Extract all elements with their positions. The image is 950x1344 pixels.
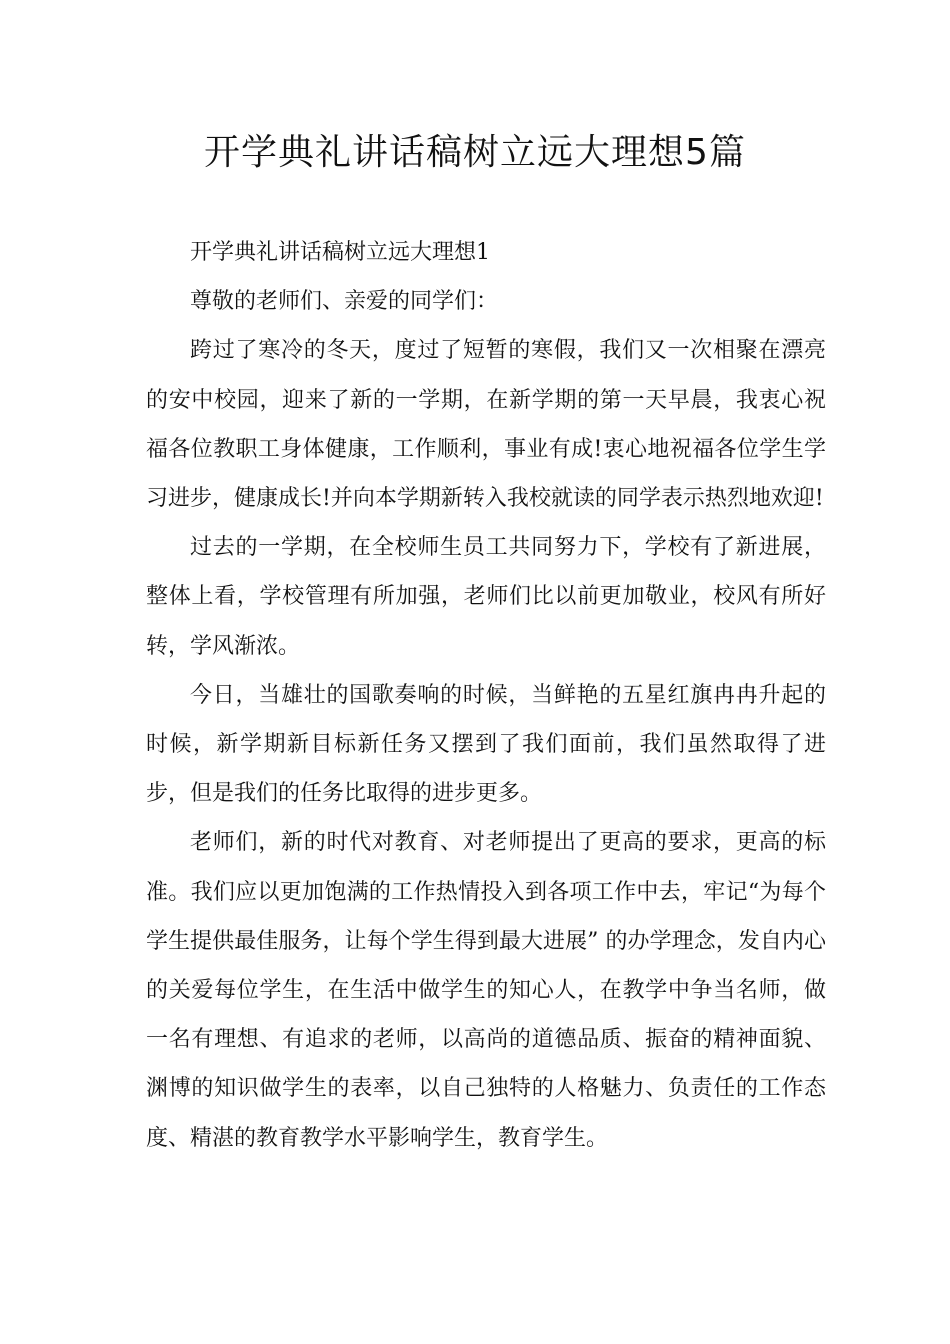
salutation: 尊敬的老师们、亲爱的同学们： <box>190 289 499 315</box>
document-title: 开学典礼讲话稿树立远大理想5篇 <box>204 132 746 173</box>
section-heading: 开学典礼讲话稿树立远大理想1 <box>190 240 490 265</box>
paragraph: 今日，当雄壮的国歌奏响的时候，当鲜艳的五星红旗冉冉升起的时候，新学期新目标新任务又摆到了我们面前，我们虽然取得了进步，但是我们的任务比取得的进步更多。 <box>146 682 826 807</box>
paragraph: 过去的一学期，在全校师生员工共同努力下，学校有了新进展，整体上看，学校管理有所加强，老师们比以前更加敬业，校风有所好转，学风渐浓。 <box>146 535 826 659</box>
paragraph: 跨过了寒冷的冬天，度过了短暂的寒假，我们又一次相聚在漂亮的安中校园，迎来了新的一学期，在新学期的第一天早晨，我衷心祝福各位教职工身体健康，工作顺利，事业有成!衷心地祝福各位学生学习进步，健康成长!并向本学期新转入我校就读的同学表示热烈地欢迎! <box>146 338 826 512</box>
paragraph: 老师们，新的时代对教育、对老师提出了更高的要求，更高的标准。我们应以更加饱满的工作热情投入到各项工作中去，牢记“为每个学生提供最佳服务，让每个学生得到最大进展” 的办学理念，发自内心的关爱每位学生，在生活中做学生的知心人，在教学中争当名师，做一名有理想、有追求的老师，以高尚的道德品质、振奋的精神面貌、渊博的知识做学生的表率，以自己独特的人格魅力、负责任的工作态度、精湛的教育教学水平影响学生，教育学生。 <box>146 830 826 1151</box>
document-body <box>146 228 826 1163</box>
